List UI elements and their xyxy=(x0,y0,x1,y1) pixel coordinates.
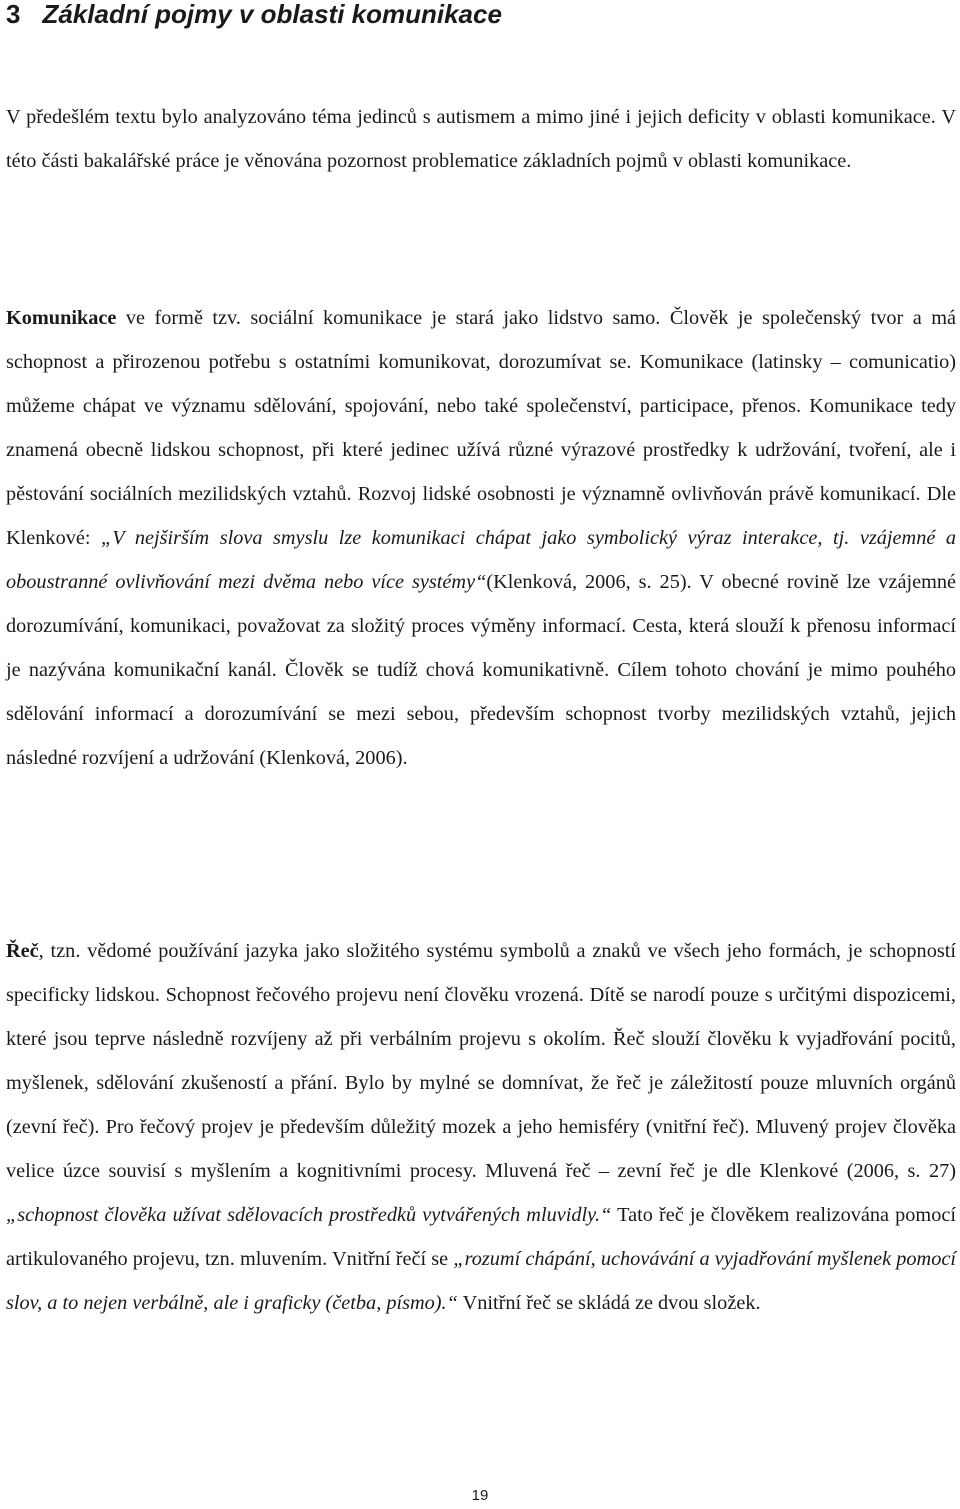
paragraph-speech-text-c: Vnitřní řeč se skládá ze dvou složek. xyxy=(457,1292,761,1314)
quote-klenkova-definition: „V nejširším slova smyslu lze komunikaci chápat jako symbolický výraz interakce, tj. vzájemné a oboustranné ovlivňování mezi dvěma nebo více systémy“ xyxy=(6,527,956,593)
paragraph-speech xyxy=(6,929,956,1325)
section-heading xyxy=(6,0,502,34)
paragraph-speech-text-a: , tzn. vědomé používání jazyka jako složitého systému symbolů a znaků ve všech jeho formách, je schopností specificky lidskou. Schopnost řečového projevu není člověku vrozená. Dítě se narodí pouze s určitými dispozicemi, které jsou teprve následně rozvíjeny až při verbálním projevu s okolím. Řeč slouží člověku k vyjadřování pocitů, myšlenek, sdělování zkušeností a přání. Bylo by mylné se domnívat, že řeč je záležitostí pouze mluvních orgánů (zevní řeč). Pro řečový projev je především důležitý mozek a jeho hemisféry (vnitřní řeč). Mluvený projev člověka velice úzce souvisí s myšlením a kognitivními procesy. Mluvená řeč – zevní řeč je dle Klenkové (2006, s. 27) xyxy=(6,940,956,1182)
section-title: Základní pojmy v oblasti komunikace xyxy=(42,0,502,29)
quote-inner-speech: „rozumí chápání, uchovávání a vyjadřování myšlenek pomocí slov, a to nejen verbálně, ale i graficky (četba, písmo).“ xyxy=(6,1248,956,1314)
paragraph-communication-text-a: ve formě tzv. sociální komunikace je stará jako lidstvo samo. Člověk je společenský tvor a má schopnost a přirozenou potřebu s ostatními komunikovat, dorozumívat se. Komunikace (latinsky – comunicatio) můžeme chápat ve významu sdělování, spojování, nebo také společenství, participace, přenos. Komunikace tedy znamená obecně lidskou schopnost, při které jedinec užívá různé výrazové prostředky k udržování, tvoření, ale i pěstování sociálních mezilidských vztahů. Rozvoj lidské osobnosti je významně ovlivňován právě komunikací. Dle Klenkové: xyxy=(6,307,956,549)
paragraph-intro-text: V předešlém textu bylo analyzováno téma jedinců s autismem a mimo jiné i jejich deficity v oblasti komunikace. V této části bakalářské práce je věnována pozornost problematice základních pojmů v oblasti komunikace. xyxy=(6,106,956,172)
section-number: 3 xyxy=(6,0,21,29)
quote-spoken-speech: „schopnost člověka užívat sdělovacích prostředků vytvářených mluvidly.“ xyxy=(6,1204,612,1226)
page-number: 19 xyxy=(471,1487,489,1504)
term-speech: Řeč xyxy=(6,940,39,962)
paragraph-communication-text-b: (Klenková, 2006, s. 25). V obecné rovině lze vzájemné dorozumívání, komunikaci, považovat za složitý proces výměny informací. Cesta, která slouží k přenosu informací je nazývána komunikační kanál. Člověk se tudíž chová komunikativně. Cílem tohoto chování je mimo pouhého sdělování informací a dorozumívání se mezi sebou, především schopnost tvorby mezilidských vztahů, jejich následné rozvíjení a udržování (Klenková, 2006). xyxy=(6,571,956,769)
paragraph-communication xyxy=(6,296,956,780)
paragraph-speech-text-b: Tato řeč je člověkem realizována pomocí artikulovaného projevu, tzn. mluvením. Vnitřní řečí se xyxy=(6,1204,956,1270)
paragraph-intro xyxy=(6,95,956,183)
term-communication: Komunikace xyxy=(6,307,117,329)
